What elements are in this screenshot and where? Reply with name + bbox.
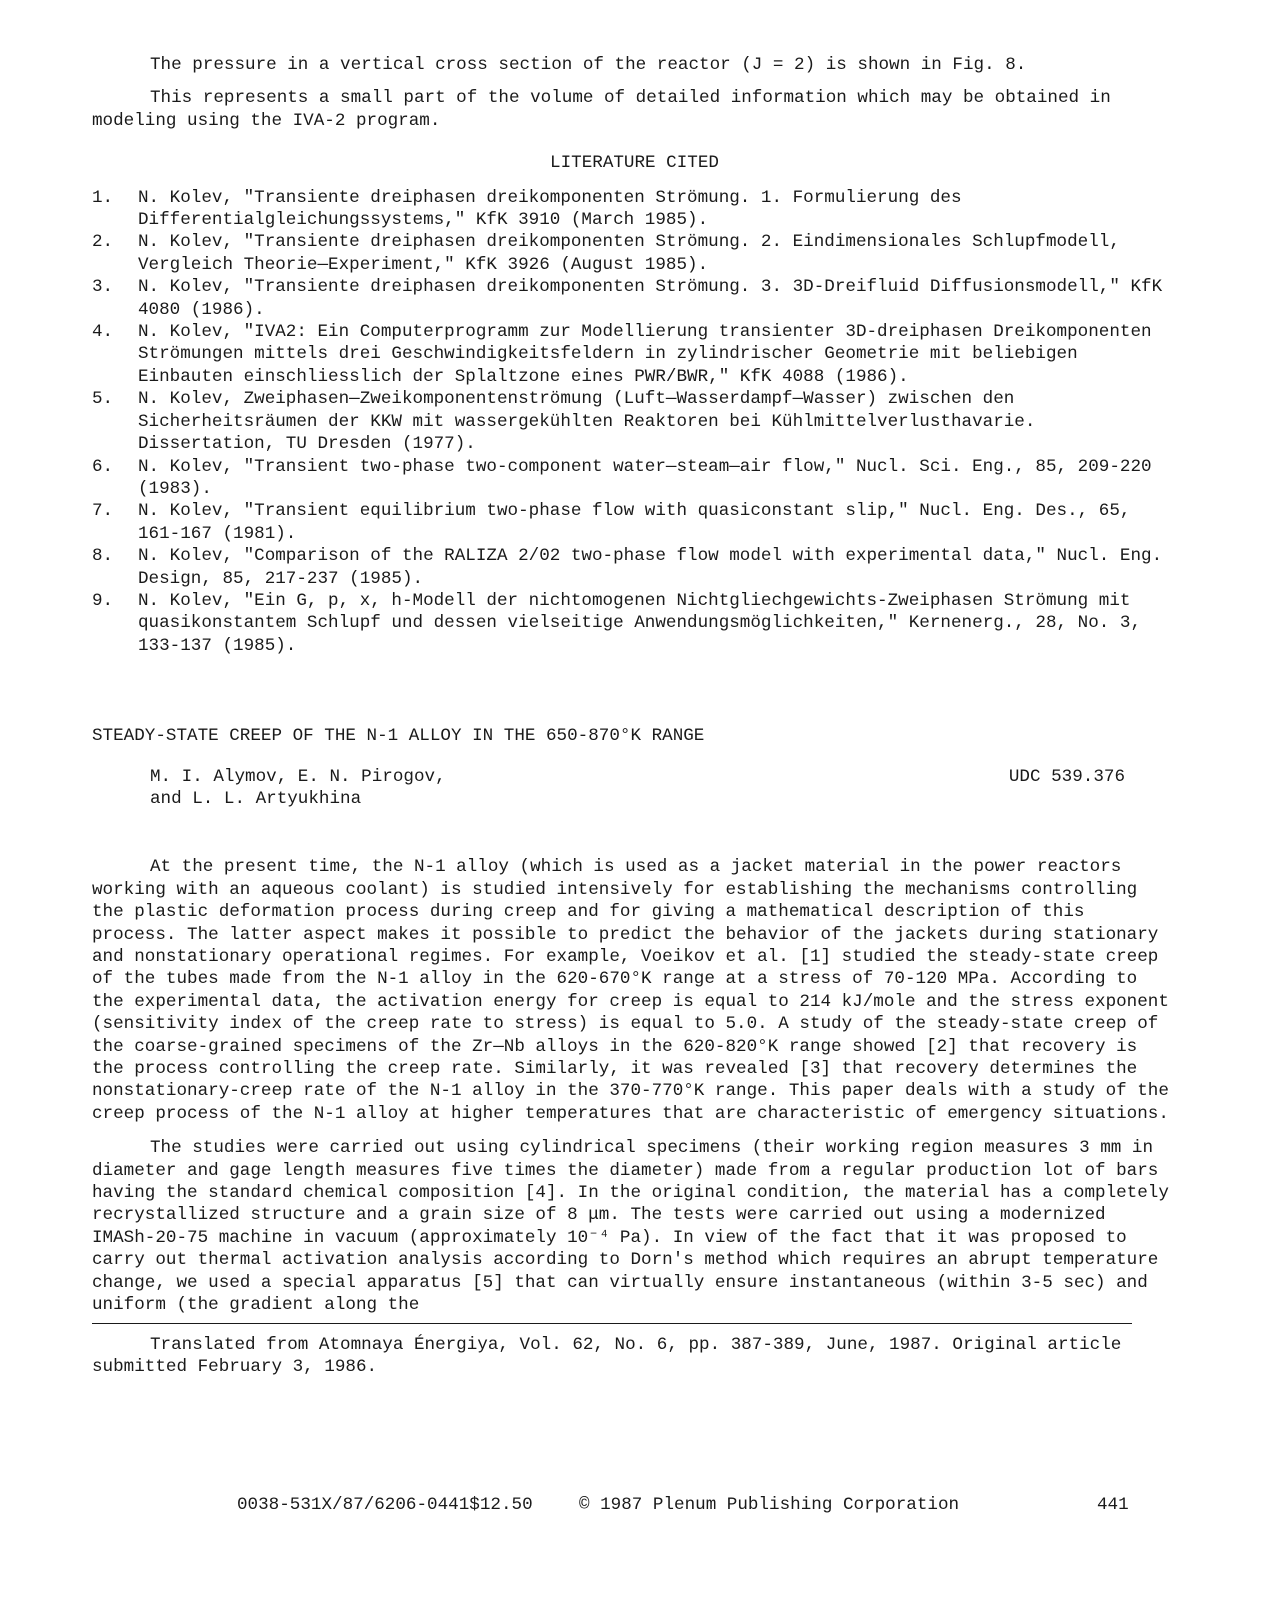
page-footer <box>92 1494 1177 1518</box>
article-code: 0038-531X/87/6206-0441$12.50 <box>237 1495 533 1515</box>
intro-paragraph-2: This represents a small part of the volume of detailed information which may be obtained in modeling using the IVA-2 program. <box>92 88 1111 131</box>
udc-code: UDC 539.376 <box>1008 766 1125 787</box>
reference-number: 4. <box>92 322 114 343</box>
article-authors: M. I. Alymov, E. N. Pirogov, and L. L. Artyukhina <box>150 766 446 809</box>
reference-number: 6. <box>92 456 114 477</box>
intro-paragraph-1: The pressure in a vertical cross section of the reactor (J = 2) is shown in Fig. 8. <box>150 55 1027 75</box>
reference-number: 8. <box>92 546 114 567</box>
reference-number: 7. <box>92 501 114 522</box>
article-paragraph-2: The studies were carried out using cylindrical specimens (their working region measures 3 mm in diameter and gage length measures five times the diameter) made from a regular production lot of bars having the standard chemical composition [4]. In the original condition, the material has a completely recrystallized structure and a grain size of 8 μm. The tests were carried out using a modernized IMASh-20-75 machine in vacuum (approximately 10⁻⁴ Pa). In view of the fact that it was proposed to carry out thermal activation analysis according to Dorn's method which requires an abrupt temperature change, we used a special apparatus [5] that can virtually ensure instantaneous (within 3-5 sec) and uniform (the gradient along the <box>92 1138 1169 1316</box>
article-title: STEADY-STATE CREEP OF THE N-1 ALLOY IN THE 650-870°K RANGE <box>92 726 705 747</box>
reference-item <box>92 500 1177 545</box>
reference-text: N. Kolev, "Transiente dreiphasen dreikomponenten Strömung. 1. Formulierung des Differentialgleichungssystems," KfK 3910 (March 1985). <box>138 187 962 231</box>
reference-number: 1. <box>92 187 114 208</box>
literature-heading: LITERATURE CITED <box>550 153 719 174</box>
page-body <box>92 54 1177 1378</box>
reference-item <box>92 545 1177 590</box>
reference-number: 3. <box>92 277 114 298</box>
reference-text: N. Kolev, Zweiphasen—Zweikomponentenströmung (Luft—Wasserdampf—Wasser) zwischen den Sicherheitsräumen der KKW mit wassergekühlten Reaktoren bei Kühlmittelverlusthavarie. Dissertation, TU Dresden (1977). <box>138 389 1036 455</box>
reference-text: N. Kolev, "Comparison of the RALIZA 2/02 two-phase flow model with experimental data," Nucl. Eng. Design, 85, 217-237 (1985). <box>138 546 1163 589</box>
reference-item <box>92 388 1177 455</box>
reference-item <box>92 231 1177 276</box>
reference-text: N. Kolev, "Ein G, p, x, h-Modell der nichtomogenen Nichtgliechgewichts-Zweiphasen Strömung mit quasikonstantem Schlupf und dessen vielseitige Anwendungsmöglichkeiten," Kernenerg., 28, No. 3, 133-137 (1985). <box>138 590 1142 656</box>
byline <box>92 766 1177 811</box>
reference-text: N. Kolev, "Transient equilibrium two-phase flow with quasiconstant slip," Nucl. Eng. Des., 65, 161-167 (1981). <box>138 501 1131 544</box>
reference-list <box>92 187 1177 658</box>
reference-text: N. Kolev, "Transient two-phase two-component water—steam—air flow," Nucl. Sci. Eng., 85, 209-220 (1983). <box>138 456 1152 499</box>
reference-text: N. Kolev, "Transiente dreiphasen dreikomponenten Strömung. 3. 3D-Dreifluid Diffusionsmodell," KfK 4080 (1986). <box>138 277 1163 320</box>
reference-text: N. Kolev, "IVA2: Ein Computerprogramm zur Modellierung transienter 3D-dreiphasen Dreikomponenten Strömungen mittels drei Geschwindigkeitsfeldern in zylindrischer Geometrie mit beliebigen Einbauten einschliesslich der Splaltzone eines PWR/BWR," KfK 4088 (1986). <box>138 322 1152 387</box>
copyright-notice: © 1987 Plenum Publishing Corporation <box>579 1495 960 1515</box>
reference-item <box>92 276 1177 321</box>
reference-number: 2. <box>92 232 114 253</box>
reference-number: 5. <box>92 389 114 410</box>
translation-footnote: Translated from Atomnaya Énergiya, Vol. 62, No. 6, pp. 387-389, June, 1987. Original article submitted February 3, 1986. <box>92 1334 1122 1377</box>
reference-item <box>92 321 1177 388</box>
reference-item <box>92 187 1177 232</box>
page-number: 441 <box>1097 1495 1129 1515</box>
footnote-divider <box>92 1323 1132 1324</box>
reference-number: 9. <box>92 590 114 611</box>
reference-item <box>92 456 1177 501</box>
reference-text: N. Kolev, "Transiente dreiphasen dreikomponenten Strömung. 2. Eindimensionales Schlupfmodell, Vergleich Theorie—Experiment," KfK 3926 (August 1985). <box>138 232 1120 275</box>
reference-item <box>92 590 1177 657</box>
article-paragraph-1: At the present time, the N-1 alloy (which is used as a jacket material in the power reactors working with an aqueous coolant) is studied intensively for establishing the mechanisms controlling the plastic deformation process during creep and for giving a mathematical description of this process. The latter aspect makes it possible to predict the behavior of the jackets during stationary and nonstationary operational regimes. For example, Voeikov et al. [1] studied the steady-state creep of the tubes made from the N-1 alloy in the 620-670°K range at a stress of 70-120 MPa. According to the experimental data, the activation energy for creep is equal to 214 kJ/mole and the stress exponent (sensitivity index of the creep rate to stress) is equal to 5.0. A study of the steady-state creep of the coarse-grained specimens of the Zr—Nb alloys in the 620-820°K range showed [2] that recovery is the process controlling the creep rate. Similarly, it was revealed [3] that recovery determines the nonstationary-creep rate of the N-1 alloy in the 370-770°K range. This paper deals with a study of the creep process of the N-1 alloy at higher temperatures that are characteristic of emergency situations. <box>92 857 1169 1124</box>
